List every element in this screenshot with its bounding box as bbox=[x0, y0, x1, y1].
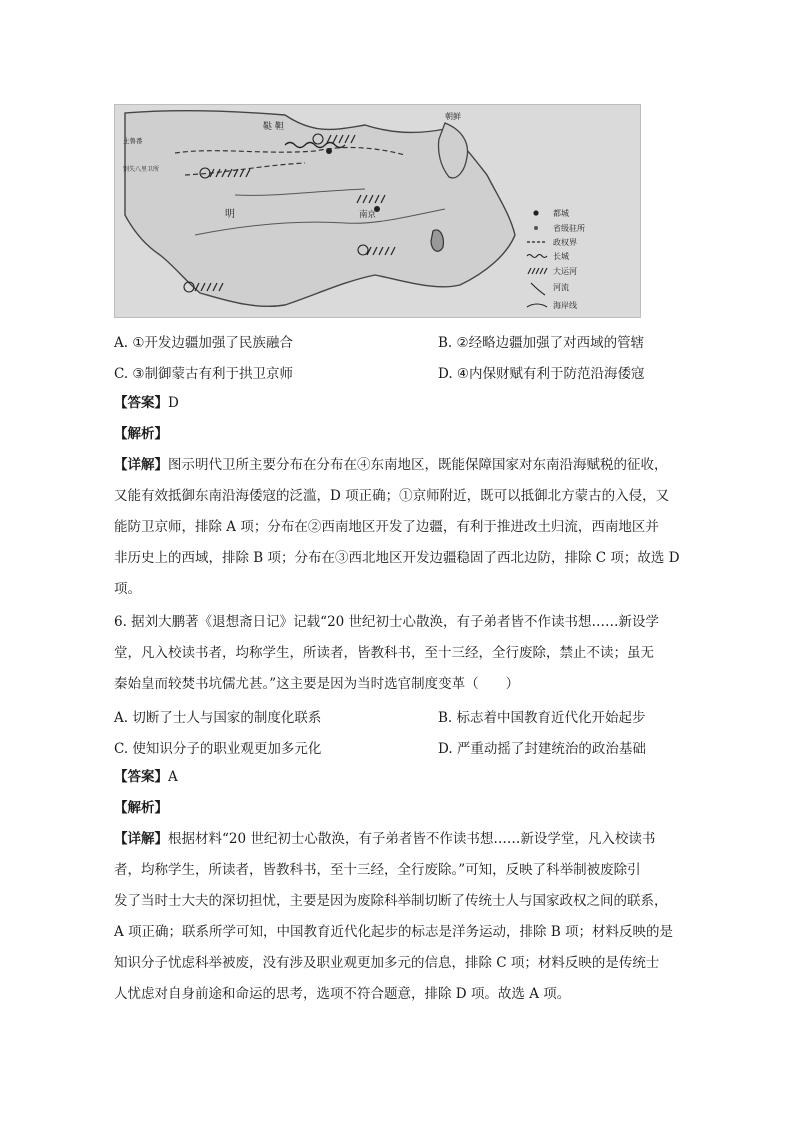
q6-answer bbox=[114, 767, 178, 787]
map-label-ming: 明 bbox=[225, 209, 235, 220]
garrison-dot-icon bbox=[534, 226, 538, 230]
q5-options-row-1 bbox=[114, 331, 674, 351]
detail-line: 【详解】图示明代卫所主要分布在分布在④东南地区，既能保障国家对东南沿海赋税的征收， bbox=[114, 457, 668, 473]
stem-line: 堂，凡入校读书者，均称学生，所读者，皆教科书，至十三经，全行废除，禁止不读；虽无 bbox=[114, 645, 654, 661]
stem-line: 6. 据刘大鹏著《退想斋日记》记载“20 世纪初士心散涣，有子弟者皆不作读书想……新设学 bbox=[114, 614, 660, 630]
map-label-nanjing: 南京 bbox=[359, 210, 377, 220]
q6-analysis-heading: 【解析】 bbox=[114, 800, 168, 816]
detail-tag: 【详解】 bbox=[114, 831, 168, 847]
detail-line: 非历史上的西域，排除 B 项；分布在③西北地区开发边疆稳固了西北边防，排除 C 项；故选 D bbox=[114, 550, 680, 566]
q5-analysis-heading: 【解析】 bbox=[114, 426, 168, 442]
answer-tag: 【答案】 bbox=[114, 395, 168, 411]
q6-option-d[interactable]: D. 严重动摇了封建统治的政治基础 bbox=[438, 741, 646, 757]
historical-map-figure bbox=[114, 104, 641, 318]
answer-value: D bbox=[168, 395, 179, 411]
answer-tag: 【答案】 bbox=[114, 769, 168, 785]
q6-options-row-1 bbox=[114, 706, 674, 726]
legend-label: 政权界 bbox=[553, 238, 577, 247]
q5-detail bbox=[114, 450, 680, 605]
answer-value: A bbox=[168, 769, 178, 785]
legend-label: 都城 bbox=[553, 209, 569, 218]
q5-options-row-2 bbox=[114, 362, 674, 382]
detail-line: 又能有效抵御东南沿海倭寇的泛滥，D 项正确；①京师附近，既可以抵御北方蒙古的入侵，又 bbox=[114, 488, 670, 504]
legend-label: 大运河 bbox=[553, 267, 577, 276]
q5-option-d[interactable]: D. ④内保财赋有利于防范沿海倭寇 bbox=[438, 366, 645, 382]
detail-line: 发了当时士大夫的深切担忧，主要是因为废除科举制切断了传统士人与国家政权之间的联系， bbox=[114, 893, 668, 909]
legend-label: 河流 bbox=[553, 283, 569, 292]
detail-line: 者，均称学生，所读者，皆教科书，至十三经，全行废除。”可知，反映了科举制被废除引 bbox=[114, 862, 641, 878]
map-label-korea: 朝鲜 bbox=[445, 112, 461, 121]
map-drawing bbox=[115, 105, 640, 317]
map-label-left-top: 土鲁番 bbox=[123, 137, 143, 145]
q6-option-b[interactable]: B. 标志着中国教育近代化开始起步 bbox=[438, 710, 646, 726]
detail-line: A 项正确；联系所学可知，中国教育近代化起步的标志是洋务运动，排除 B 项；材料反映的是 bbox=[114, 924, 674, 940]
map-label-left-mid: 别失八里卫所 bbox=[123, 166, 160, 173]
detail-tag: 【详解】 bbox=[114, 457, 168, 473]
q6-option-c[interactable]: C. 使知识分子的职业观更加多元化 bbox=[114, 741, 322, 757]
q6-stem bbox=[114, 607, 680, 700]
q6-options-row-2 bbox=[114, 737, 674, 757]
q5-option-a[interactable]: A. ①开发边疆加强了民族融合 bbox=[114, 335, 293, 351]
q5-option-b[interactable]: B. ②经略边疆加强了对西域的管辖 bbox=[438, 335, 645, 351]
map-label-north: 鞑 靼 bbox=[263, 122, 284, 132]
detail-line: 能防卫京师，排除 A 项；分布在②西南地区开发了边疆，有利于推进改土归流，西南地区并 bbox=[114, 519, 659, 535]
q5-answer bbox=[114, 393, 179, 413]
q6-detail bbox=[114, 824, 680, 1010]
q5-option-c[interactable]: C. ③制御蒙古有利于拱卫京师 bbox=[114, 366, 294, 382]
detail-line: 【详解】根据材料“20 世纪初士心散涣，有子弟者皆不作读书想……新设学堂，凡入校读书 bbox=[114, 831, 656, 847]
legend-label: 长城 bbox=[553, 252, 569, 261]
stem-line: 秦始皇而较焚书坑儒尤甚。”这主要是因为当时选官制度变革（ ） bbox=[114, 676, 520, 692]
legend-label: 海岸线 bbox=[553, 301, 577, 310]
detail-line: 知识分子忧虑科举被废，没有涉及职业观更加多元的信息，排除 C 项；材料反映的是传统士 bbox=[114, 955, 660, 971]
detail-line: 项。 bbox=[114, 581, 141, 597]
capital-dot-icon bbox=[533, 210, 538, 215]
detail-line: 人忧虑对自身前途和命运的思考，选项不符合题意，排除 D 项。故选 A 项。 bbox=[114, 986, 571, 1002]
legend-label: 省级驻所 bbox=[553, 224, 585, 233]
q6-option-a[interactable]: A. 切断了士人与国家的制度化联系 bbox=[114, 710, 322, 726]
